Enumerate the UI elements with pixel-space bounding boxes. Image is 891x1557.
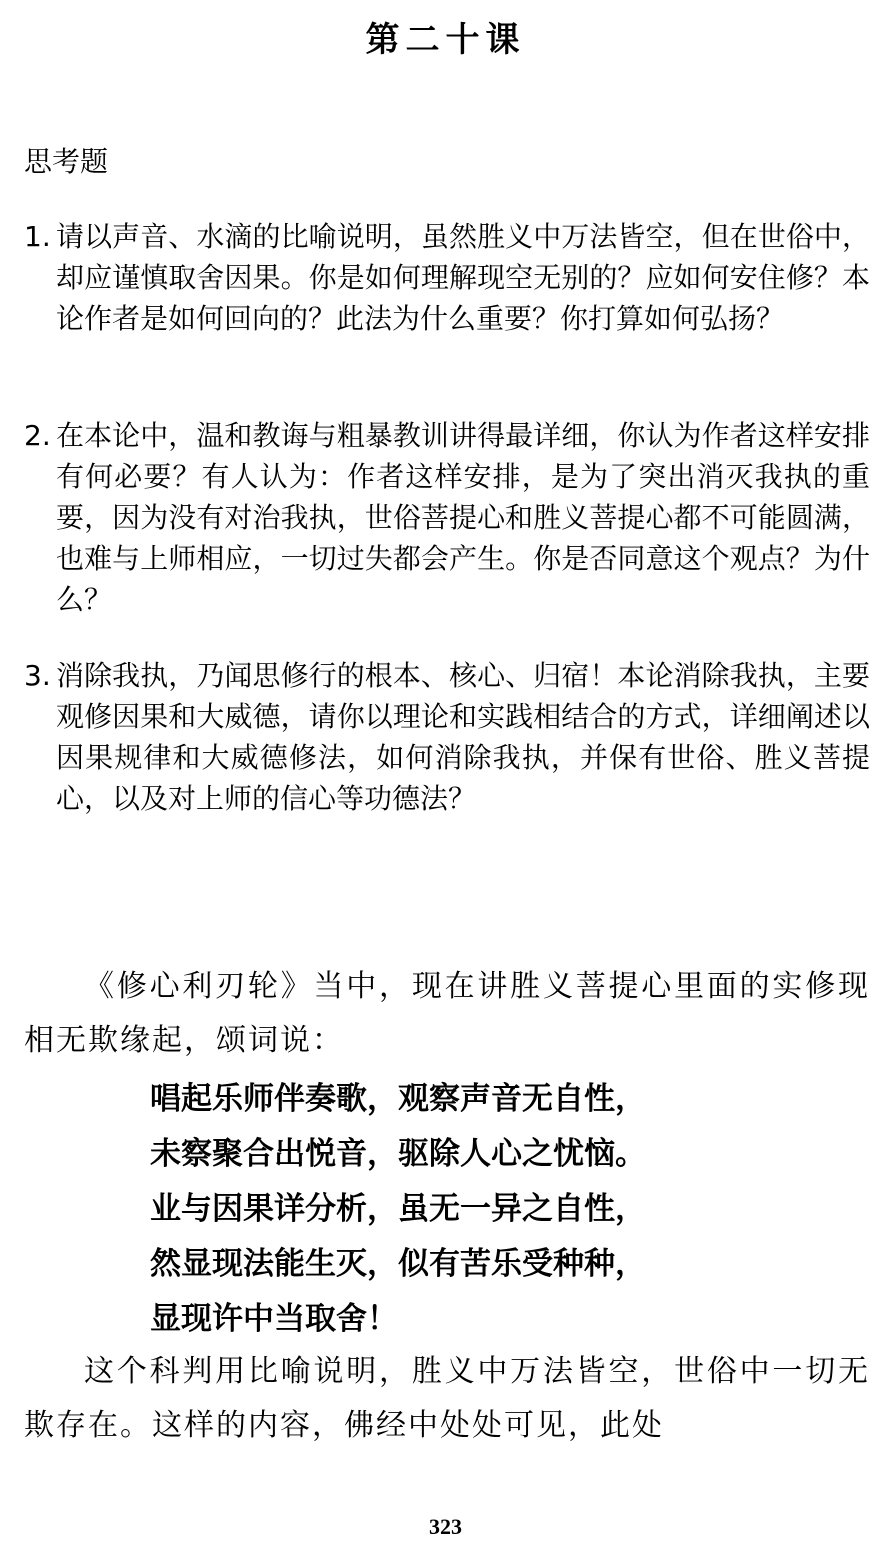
commentary-paragraph: 这个科判用比喻说明，胜义中万法皆空，世俗中一切无欺存在。这样的内容，佛经中处处可见，此处	[24, 1354, 870, 1443]
verse-line: 未察聚合出悦音，驱除人心之忧恼。	[150, 1136, 646, 1172]
question-text: 请以声音、水滴的比喻说明，虽然胜义中万法皆空，但在世俗中，却应谨慎取舍因果。你是如何理解现空无别的？应如何安住修？本论作者是如何回向的？此法为什么重要？你打算如何弘扬？	[56, 220, 870, 335]
verse-line: 唱起乐师伴奏歌，观察声音无自性，	[150, 1081, 646, 1117]
question-text: 消除我执，乃闻思修行的根本、核心、归宿！本论消除我执，主要观修因果和大威德，请你以理论和实践相结合的方式，详细阐述以因果规律和大威德修法，如何消除我执，并保有世俗、胜义菩提心，以及对上师的信心等功德法？	[56, 659, 870, 815]
verse-line: 业与因果详分析，虽无一异之自性，	[150, 1191, 646, 1227]
question-item	[24, 216, 870, 339]
questions-heading: 思考题	[24, 145, 109, 178]
intro-paragraph: 《修心利刃轮》当中，现在讲胜义菩提心里面的实修现相无欺缘起，颂词说：	[24, 969, 870, 1058]
question-text: 在本论中，温和教诲与粗暴教训讲得最详细，你认为作者这样安排有何必要？有人认为：作者这样安排，是为了突出消灭我执的重要，因为没有对治我执，世俗菩提心和胜义菩提心都不可能圆满，也难与上师相应，一切过失都会产生。你是否同意这个观点？为什么？	[56, 419, 870, 616]
verse-line: 然显现法能生灭，似有苦乐受种种，	[150, 1246, 646, 1282]
lesson-title: 第二十课	[365, 20, 526, 60]
verse-line: 显现许中当取舍！	[150, 1301, 398, 1337]
page-number: 323	[429, 1514, 462, 1539]
question-item	[24, 655, 870, 819]
question-number: 1.	[24, 220, 51, 253]
question-number: 2.	[24, 419, 51, 452]
question-item	[24, 415, 870, 620]
verse-block	[150, 1072, 870, 1347]
question-number: 3.	[24, 659, 51, 692]
